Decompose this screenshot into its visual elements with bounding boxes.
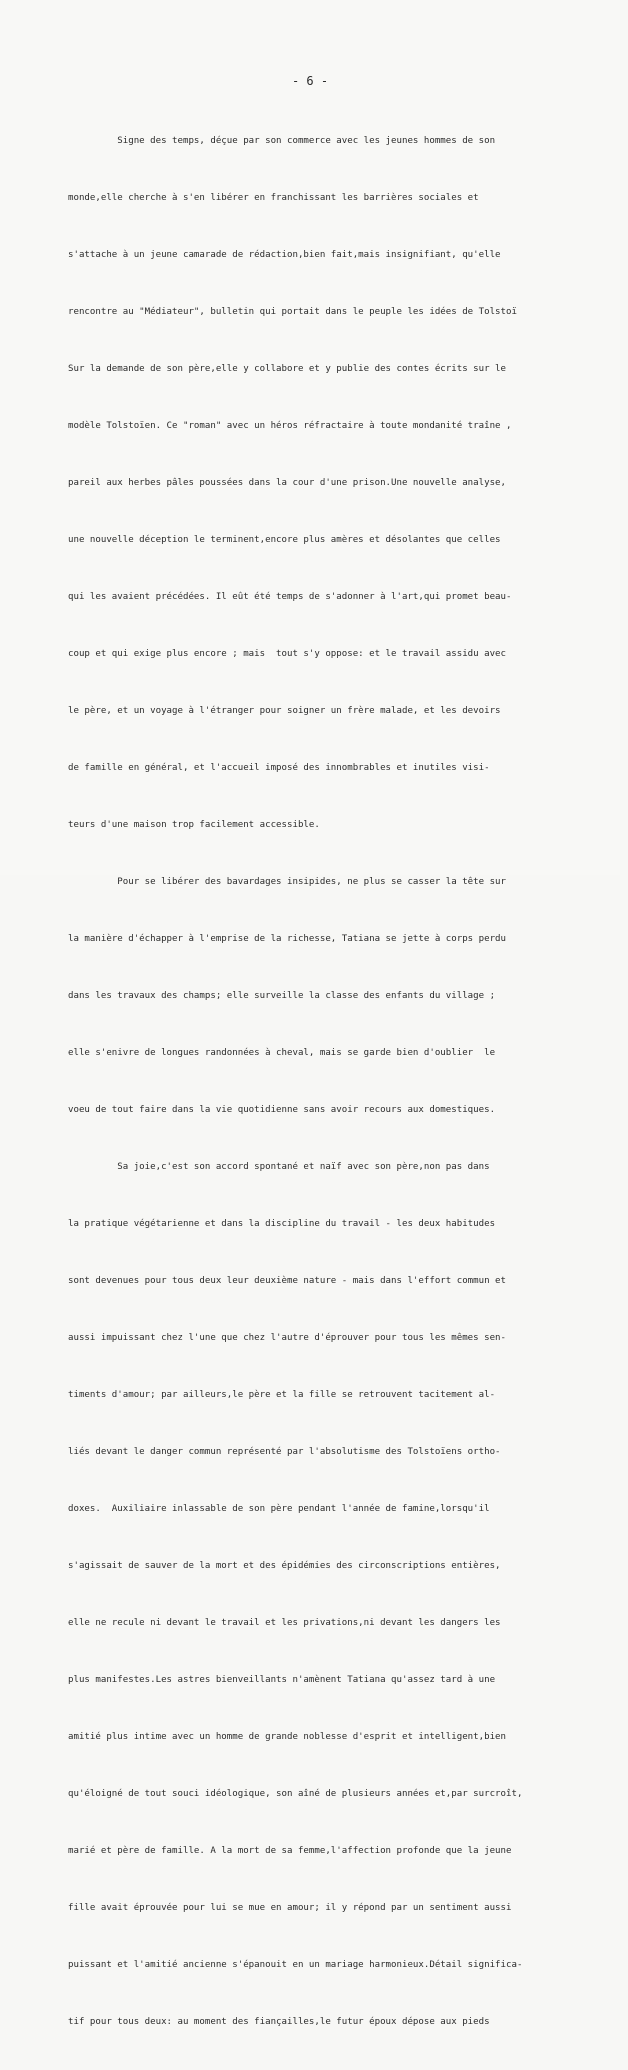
page-number: - 6 - <box>291 74 329 88</box>
text-line: Signe des temps, déçue par son commerce avec les jeunes hommes de son <box>68 136 496 146</box>
text-line: liés devant le danger commun représenté par l'absolutisme des Tolstoïens ortho- <box>68 1447 501 1457</box>
text-line: une nouvelle déception le terminent,encore plus amères et désolantes que celles <box>68 535 501 545</box>
text-line: fille avait éprouvée pour lui se mue en amour; il y répond par un sentiment aussi <box>68 1903 512 1913</box>
text-line: sont devenues pour tous deux leur deuxième nature - mais dans l'effort commun et <box>68 1276 506 1286</box>
text-line: le père, et un voyage à l'étranger pour soigner un frère malade, et les devoirs <box>68 706 501 716</box>
text-line: Pour se libérer des bavardages insipides, ne plus se casser la tête sur <box>68 877 506 887</box>
text-line: de famille en général, et l'accueil imposé des innombrables et inutiles visi- <box>68 763 490 773</box>
text-line: qu'éloigné de tout souci idéologique, son aîné de plusieurs années et,par surcroît, <box>68 1789 523 1799</box>
text-line: la manière d'échapper à l'emprise de la richesse, Tatiana se jette à corps perdu <box>68 934 506 944</box>
text-line: monde,elle cherche à s'en libérer en franchissant les barrières sociales et <box>68 193 479 203</box>
text-line: pareil aux herbes pâles poussées dans la cour d'une prison.Une nouvelle analyse, <box>68 478 506 488</box>
body-text <box>68 94 628 2070</box>
text-line: s'attache à un jeune camarade de rédaction,bien fait,mais insignifiant, qu'elle <box>68 250 501 260</box>
text-line: marié et père de famille. A la mort de sa femme,l'affection profonde que la jeune <box>68 1846 512 1856</box>
text-line: s'agissait de sauver de la mort et des épidémies des circonscriptions entières, <box>68 1561 501 1571</box>
text-line: puissant et l'amitié ancienne s'épanouit en un mariage harmonieux.Détail significa- <box>68 1960 523 1970</box>
text-line: Sa joie,c'est son accord spontané et naïf avec son père,non pas dans <box>68 1162 490 1172</box>
text-line: teurs d'une maison trop facilement accessible. <box>68 820 320 830</box>
text-line: aussi impuissant chez l'une que chez l'autre d'éprouver pour tous les mêmes sen- <box>68 1333 506 1343</box>
text-line: plus manifestes.Les astres bienveillants n'amènent Tatiana qu'assez tard à une <box>68 1675 496 1685</box>
text-line: Sur la demande de son père,elle y collabore et y publie des contes écrits sur le <box>68 364 506 374</box>
text-line: modèle Tolstoïen. Ce "roman" avec un héros réfractaire à toute mondanité traîne , <box>68 421 512 431</box>
text-line: qui les avaient précédées. Il eût été temps de s'adonner à l'art,qui promet beau- <box>68 592 512 602</box>
text-line: tif pour tous deux: au moment des fiançailles,le futur époux dépose aux pieds <box>68 2017 490 2027</box>
text-line: elle s'enivre de longues randonnées à cheval, mais se garde bien d'oublier le <box>68 1048 496 1058</box>
text-line: voeu de tout faire dans la vie quotidienne sans avoir recours aux domestiques. <box>68 1105 496 1115</box>
text-line: doxes. Auxiliaire inlassable de son père pendant l'année de famine,lorsqu'il <box>68 1504 490 1514</box>
text-line: amitié plus intime avec un homme de grande noblesse d'esprit et intelligent,bien <box>68 1732 506 1742</box>
text-line: la pratique végétarienne et dans la discipline du travail - les deux habitudes <box>68 1219 496 1229</box>
text-line: rencontre au "Médiateur", bulletin qui portait dans le peuple les idées de Tolstoï <box>68 307 517 317</box>
text-line: elle ne recule ni devant le travail et les privations,ni devant les dangers les <box>68 1618 501 1628</box>
text-line: dans les travaux des champs; elle surveille la classe des enfants du village ; <box>68 991 496 1001</box>
text-line: timents d'amour; par ailleurs,le père et la fille se retrouvent tacitement al- <box>68 1390 496 1400</box>
text-line: coup et qui exige plus encore ; mais tout s'y oppose: et le travail assidu avec <box>68 649 506 659</box>
